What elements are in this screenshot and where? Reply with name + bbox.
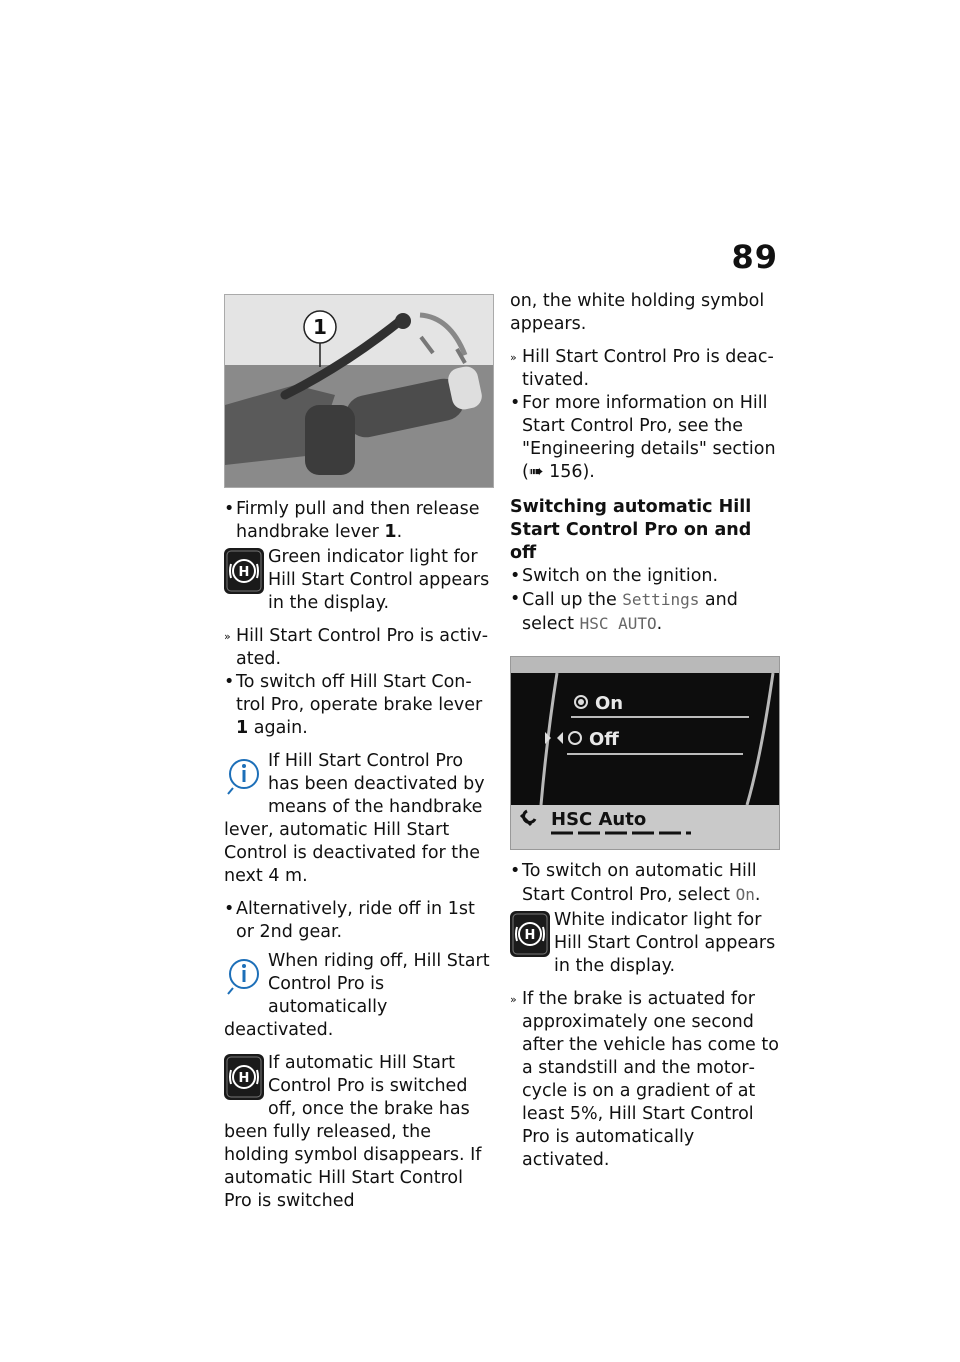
bullet-ignition: • Switch on the ignition. <box>510 566 719 586</box>
bullet-dot: • <box>224 672 235 692</box>
bullet-settings: • Call up the Settings and select HSC AUTO. <box>510 589 738 634</box>
note-text: Green indicator light for Hill Start Control appears in the display. <box>268 547 490 613</box>
indicator-note-green <box>224 546 494 615</box>
result-deactivated: » Hill Start Control Pro is deactivated. <box>510 347 774 390</box>
svg-text:H: H <box>238 1071 250 1086</box>
bullet-pull-lever: • Firmly pull and then release handbrake lever 1. <box>224 499 480 542</box>
handlebar-illustration <box>225 295 493 487</box>
hill-start-indicator-icon <box>224 1054 264 1100</box>
note-text: When riding off, Hill Start Control Pro is automatically deactivated. <box>224 951 490 1040</box>
indicator-note-white <box>510 909 780 978</box>
svg-text:H: H <box>524 928 536 943</box>
bullet-dot: • <box>510 566 521 586</box>
info-note-deactivated <box>224 750 494 888</box>
note-text: White indicator light for Hill Start Control appears in the display. <box>554 910 776 976</box>
left-column <box>224 294 494 1223</box>
page-ref-arrow-icon: ➠ <box>528 462 544 482</box>
info-note-riding-off <box>224 950 494 1042</box>
note-text: If Hill Start Control Pro has been deactivated by means of the handbrake lever, automatic Hill Start Control is deactivated for the next 4 m. <box>224 751 485 886</box>
bullet-switch-off: • To switch off Hill Start Control Pro, operate brake lever 1 again. <box>224 672 483 738</box>
display-illustration <box>511 657 779 849</box>
result-activated: » Hill Start Control Pro is activated. <box>224 626 489 669</box>
menu-title: HSC Auto <box>551 809 647 830</box>
callout-1: 1 <box>313 315 327 339</box>
bullet-dot: • <box>224 899 235 919</box>
result-auto-activated: » If the brake is actuated for approximately one second after the vehicle has come to a standstill and the motorcycle is on a gradient of at least 5%, Hill Start Control Pro is automatically activated. <box>510 989 779 1170</box>
right-column <box>510 290 780 1172</box>
svg-text:H: H <box>238 565 250 580</box>
continued-text: on, the white holding symbol appears. <box>510 291 765 334</box>
indicator-note-holding <box>224 1052 494 1213</box>
result-arrow-icon: » <box>224 630 231 643</box>
page-number: 89 <box>731 238 778 276</box>
bullet-alternative-gear: • Alternatively, ride off in 1st or 2nd gear. <box>224 899 475 942</box>
hill-start-indicator-icon <box>224 548 264 594</box>
option-off: Off <box>589 729 619 750</box>
bullet-dot: • <box>510 861 521 881</box>
bullet-dot: • <box>510 589 521 609</box>
bullet-switch-on: • To switch on automatic Hill Start Control Pro, select On. <box>510 861 761 905</box>
handlebar-photo <box>224 294 494 488</box>
note-text: If automatic Hill Start Control Pro is switched off, once the brake has been fully released, the holding symbol disappears. If automatic Hill Start Control Pro is switched <box>224 1053 482 1211</box>
bullet-dot: • <box>224 499 235 519</box>
info-icon <box>224 752 264 798</box>
option-on: On <box>595 693 624 714</box>
info-icon <box>224 952 264 998</box>
hill-start-indicator-icon <box>510 911 550 957</box>
bullet-more-info: • For more information on Hill Start Control Pro, see the "Engineering details" section (➠ 156). <box>510 393 776 482</box>
page-reference-link[interactable]: 156 <box>549 462 583 482</box>
section-heading: Switching automatic Hill Start Control Pro on and off <box>510 497 752 563</box>
result-arrow-icon: » <box>510 351 517 364</box>
bullet-dot: • <box>510 393 521 413</box>
display-screen <box>510 656 780 850</box>
result-arrow-icon: » <box>510 993 517 1006</box>
